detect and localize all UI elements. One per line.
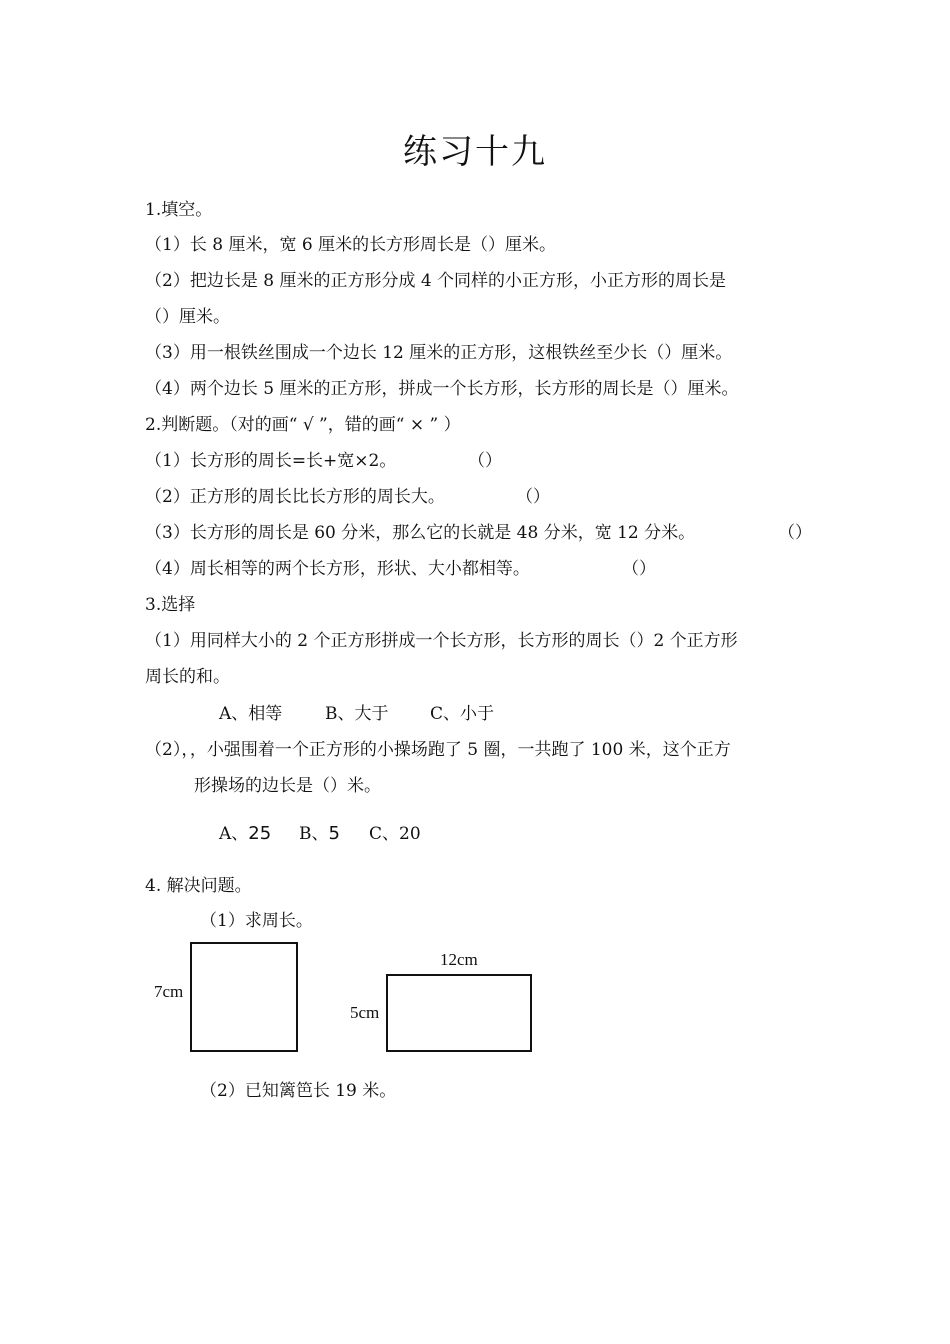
- section1-question-3: （3）用一根铁丝围成一个边长 12 厘米的正方形，这根铁丝至少长（）厘米。: [145, 343, 733, 363]
- section1-question-1: （1）长 8 厘米，宽 6 厘米的长方形周长是（）厘米。: [145, 235, 557, 255]
- section3-q1-option-a: A、相等: [219, 704, 283, 724]
- rectangle-figure: [386, 974, 532, 1052]
- section3-question-1-line2: 周长的和。: [145, 667, 230, 687]
- option-b-value: 5: [328, 823, 340, 844]
- option-b-prefix: B、: [299, 824, 329, 844]
- section1-question-4: （4）两个边长 5 厘米的正方形，拼成一个长方形，长方形的周长是（）厘米。: [145, 379, 739, 399]
- section4-heading: 4. 解决问题。: [145, 876, 252, 896]
- section3-question-2-line1: （2），，小强围着一个正方形的小操场跑了 5 圈，一共跑了 100 米，这个正方: [145, 740, 731, 760]
- section2-question-1: （1）长方形的周长=长+宽×2。: [145, 451, 397, 471]
- section2-question-4: （4）周长相等的两个长方形，形状、大小都相等。: [145, 559, 530, 579]
- section2-question-3: （3）长方形的周长是 60 分米，那么它的长就是 48 分米，宽 12 分米。: [145, 523, 696, 543]
- square-side-label: 7cm: [154, 982, 184, 1001]
- square-figure: [190, 942, 298, 1052]
- section2-answer-paren-4: （）: [622, 559, 656, 579]
- option-a-prefix: A、: [219, 824, 249, 844]
- section3-q2-option-b: [299, 823, 340, 845]
- rectangle-width-label: 12cm: [440, 950, 478, 969]
- section3-heading: 3.选择: [145, 595, 196, 615]
- section3-q1-option-b: B、大于: [325, 704, 389, 724]
- rectangle-height-label: 5cm: [350, 1003, 380, 1022]
- section4-question-2: （2）已知篱笆长 19 米。: [200, 1081, 397, 1101]
- section2-answer-paren-1: （）: [468, 451, 502, 471]
- section3-question-2-line2: 形操场的边长是（）米。: [194, 776, 381, 796]
- section3-q2-option-a: [219, 823, 271, 845]
- option-a-value: 25: [248, 823, 272, 844]
- section3-q2-option-c: C、20: [369, 824, 421, 844]
- section2-answer-paren-2: （）: [516, 487, 550, 507]
- section1-heading: 1.填空。: [145, 200, 213, 220]
- section4-question-1: （1）求周长。: [200, 911, 313, 931]
- section2-heading: 2.判断题。（对的画“ √ ”，错的画“ × ” ）: [145, 415, 461, 435]
- section3-q1-option-c: C、小于: [430, 704, 495, 724]
- section2-answer-paren-3: （）: [778, 523, 812, 543]
- section1-question-2-line2: （）厘米。: [145, 307, 230, 327]
- section3-question-1-line1: （1）用同样大小的 2 个正方形拼成一个长方形，长方形的周长（）2 个正方形: [145, 631, 738, 651]
- section1-question-2-line1: （2）把边长是 8 厘米的正方形分成 4 个同样的小正方形，小正方形的周长是: [145, 271, 727, 291]
- section2-question-2: （2）正方形的周长比长方形的周长大。: [145, 487, 445, 507]
- page-title: 练习十九: [403, 132, 547, 172]
